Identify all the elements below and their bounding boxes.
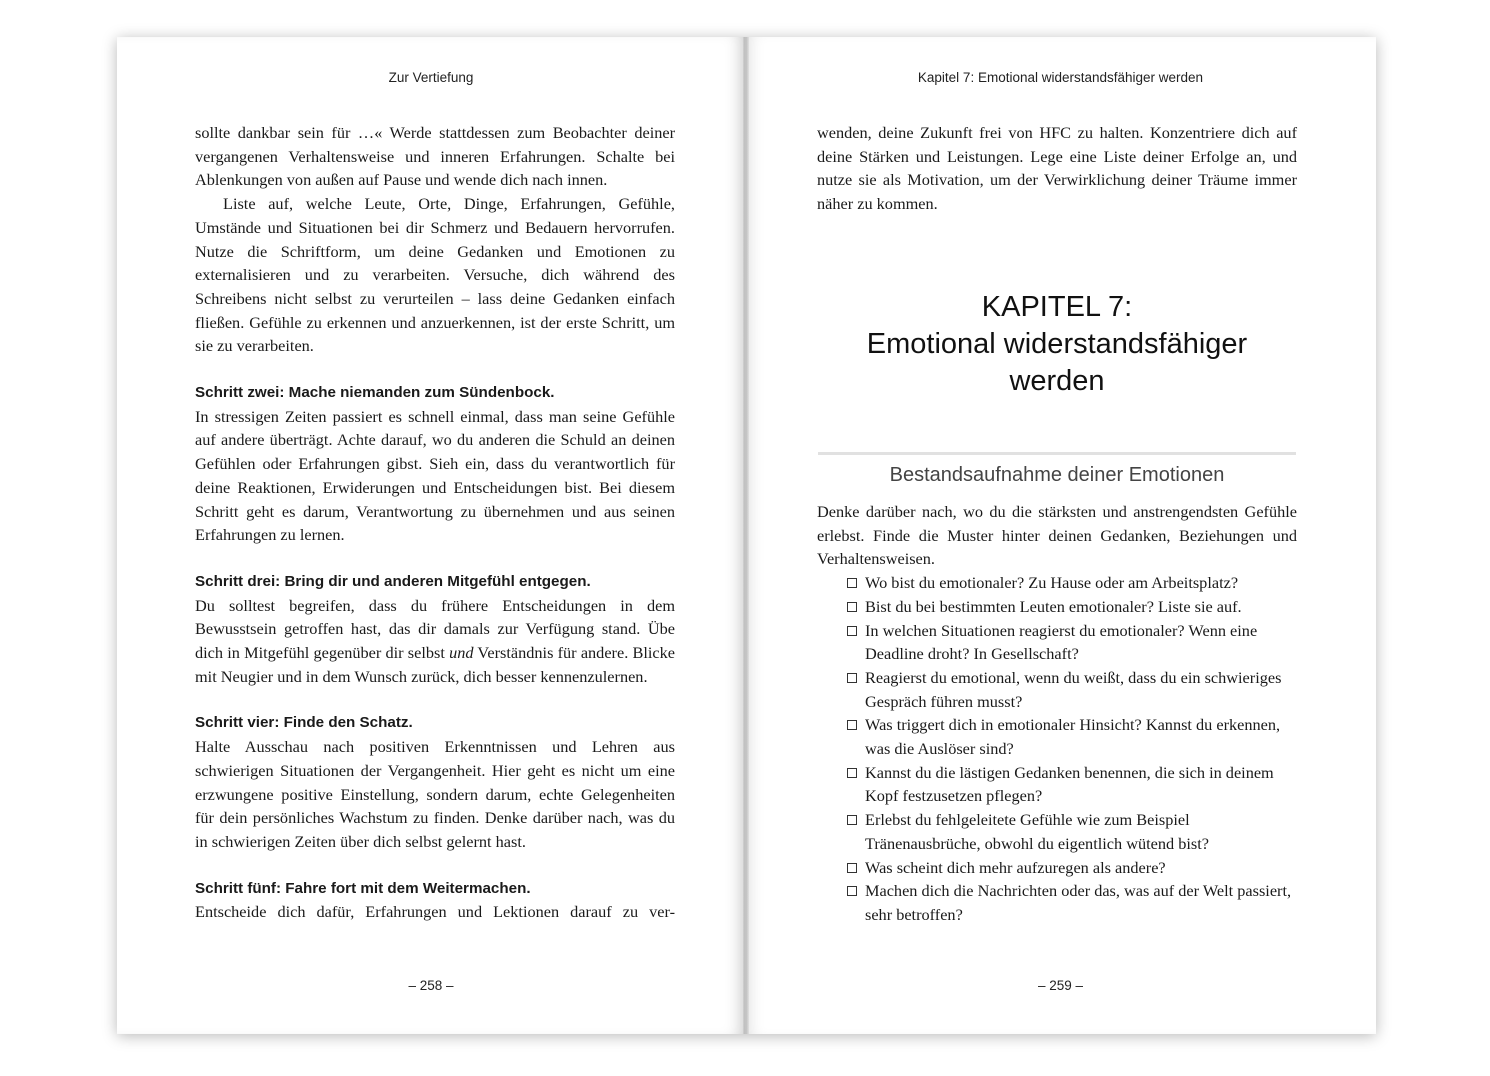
checklist-item-text: Reagierst du emotional, wenn du weißt, dass du ein schwieriges Gespräch führen musst?: [865, 667, 1282, 711]
paragraph: Halte Ausschau nach positiven Erkenntnissen und Lehren aus schwierigen Situationen der Vergangenheit. Hier geht es nicht um eine erzwungene positive Einstellung, sondern darum, echte Gelegenheiten für dein persönliches Wachstum zu finden. Denke darüber nach, was du in schwierigen Zeiten über dich selbst gelernt hast.: [195, 737, 675, 851]
checklist-item: [817, 595, 1297, 619]
running-head-right: Kapitel 7: Emotional widerstandsfähiger werden: [917, 70, 1204, 85]
checklist-item-text: Kannst du die lästigen Gedanken benennen, die sich in deinem Kopf festzusetzen pflegen?: [865, 762, 1274, 806]
checklist-item-text: Bist du bei bestimmten Leuten emotionaler? Liste sie auf.: [865, 596, 1242, 616]
checklist-item: [817, 666, 1297, 713]
left-page: [117, 37, 745, 1034]
checkbox-icon: [847, 815, 857, 825]
chapter-title: [817, 289, 1297, 400]
chapter-title-line: werden: [1009, 365, 1105, 397]
checklist-item: [817, 619, 1297, 666]
paragraph: In stressigen Zeiten passiert es schnell einmal, dass man seine Gefühle auf andere überträgt. Achte darauf, wo du anderen die Schuld an deinen Gefühlen oder Erfahrungen gibst. Sieh ein, dass du verantwortlich für deine Reaktionen, Erwiderungen und Entscheidungen bist. Bei diesem Schritt geht es darum, Verantwortung zu übernehmen und aus seinen Erfahrungen zu lernen.: [195, 406, 675, 545]
emphasis: und: [449, 643, 474, 663]
running-head-left: Zur Vertiefung: [388, 70, 474, 85]
checklist-item-text: Machen dich die Nachrichten oder das, was auf der Welt passiert, sehr betroffen?: [865, 881, 1292, 924]
checkbox-icon: [847, 768, 857, 778]
step-heading-five: Schritt fünf: Fahre fort mit dem Weitermachen.: [195, 879, 531, 897]
section-body: [817, 500, 1297, 927]
page-number-left: – 258 –: [408, 978, 454, 993]
checklist: [817, 571, 1297, 927]
checkbox-icon: [847, 602, 857, 612]
checkbox-icon: [847, 626, 857, 636]
text-run: Verständnis für andere. Blicke mit Neugier und in dem Wunsch zurück, dich besser kennenzulernen.: [195, 643, 675, 686]
checklist-item: [817, 571, 1297, 595]
paragraph: Entscheide dich dafür, Erfahrungen und Lektionen darauf zu ver-: [195, 902, 675, 922]
step-heading-three: Schritt drei: Bring dir und anderen Mitgefühl entgegen.: [195, 572, 591, 590]
checkbox-icon: [847, 720, 857, 730]
step-heading-four: Schritt vier: Finde den Schatz.: [195, 714, 413, 732]
checklist-item-text: Wo bist du emotionaler? Zu Hause oder am Arbeitsplatz?: [865, 573, 1239, 593]
text-run: Du solltest begreifen, dass du frühere Entscheidungen in dem Bewusstsein getroffen hast, das dir damals zur Verfügung stand. Übe dich in Mitgefühl gegenüber dir selbst: [195, 595, 675, 663]
checkbox-icon: [847, 578, 857, 588]
section-divider: [818, 452, 1296, 455]
checklist-item: [817, 713, 1297, 760]
left-page-body: [195, 121, 675, 924]
checkbox-icon: [847, 863, 857, 873]
checklist-item: [817, 879, 1297, 926]
paragraph: wenden, deine Zukunft frei von HFC zu halten. Konzentriere dich auf deine Stärken und Leistungen. Lege eine Liste deiner Erfolge an, und nutze sie als Motivation, um der Verwirklichung deiner Träume immer näher zu kommen.: [817, 123, 1297, 214]
checklist-item: [817, 856, 1297, 880]
paragraph: [195, 594, 675, 689]
checklist-item-text: In welchen Situationen reagierst du emotionaler? Wenn eine Deadline droht? In Gesellschaft?: [865, 620, 1258, 664]
checklist-item-text: Was scheint dich mehr aufzuregen als andere?: [865, 857, 1166, 877]
step-heading-two: Schritt zwei: Mache niemanden zum Sündenbock.: [195, 384, 555, 402]
paragraph: Liste auf, welche Leute, Orte, Dinge, Erfahrungen, Gefühle, Umstände und Situationen bei dir Schmerz und Bedauern hervorrufen. Nutze die Schriftform, um deine Gedanken und Emotionen zu externalisieren und zu verarbeiten. Versuche, dich während des Schreibens nicht selbst zu verurteilen – lass deine Gedanken einfach fließen. Gefühle zu erkennen und anzuerkennen, ist der erste Schritt, um sie zu verarbeiten.: [195, 194, 675, 356]
paragraph: Denke darüber nach, wo du die stärksten und anstrengendsten Gefühle erlebst. Finde die Muster hinter deinen Gedanken, Beziehungen und Verhaltensweisen.: [817, 502, 1297, 569]
page-number-right: – 259 –: [1037, 978, 1084, 993]
chapter-title-line: KAPITEL 7:: [981, 291, 1133, 323]
section-title: Bestandsaufnahme deiner Emotionen: [889, 464, 1225, 486]
book-gutter: [743, 37, 749, 1034]
carry-over-text: [817, 121, 1297, 216]
checklist-item-text: Was triggert dich in emotionaler Hinsicht? Kannst du erkennen, was die Auslöser sind?: [865, 715, 1281, 759]
chapter-title-line: Emotional widerstandsfähiger: [866, 328, 1248, 360]
paragraph: sollte dankbar sein für …« Werde stattdessen zum Beobachter deiner vergangenen Verhaltensweise und inneren Erfahrungen. Schalte bei Ablenkungen von außen auf Pause und wende dich nach innen.: [195, 123, 675, 190]
checkbox-icon: [847, 886, 857, 896]
checkbox-icon: [847, 673, 857, 683]
checklist-item: [817, 761, 1297, 808]
book-spread: [117, 37, 1376, 1034]
checklist-item-text: Erlebst du fehlgeleitete Gefühle wie zum Beispiel Tränenausbrüche, obwohl du eigentlich wütend bist?: [865, 810, 1209, 853]
right-page: [745, 37, 1376, 1034]
checklist-item: [817, 808, 1297, 855]
